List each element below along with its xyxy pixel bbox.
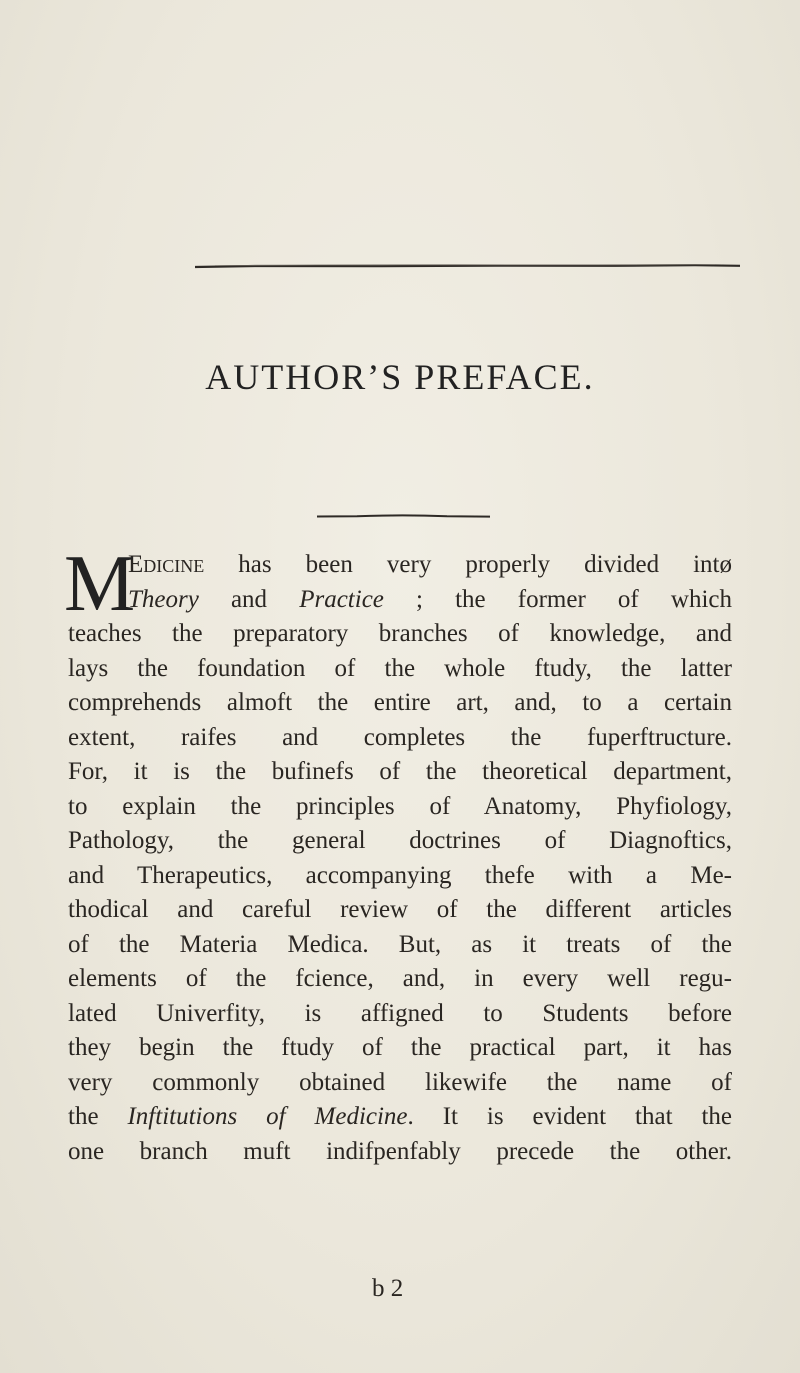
text-line: thodical and careful review of the different articles [68, 896, 732, 923]
text-line: they begin the ftudy of the practical part, it has [68, 1034, 732, 1061]
text-line: to explain the principles of Anatomy, Phyfiology, [68, 792, 732, 820]
text-line: the Inftitutions of Medicine. It is evident that the [68, 1103, 732, 1130]
text-line: of the Materia Medica. But, as it treats of the [68, 930, 732, 958]
italic-term: Practice [299, 585, 384, 613]
signature-mark: b 2 [372, 1275, 404, 1302]
decorative-rule-top [195, 263, 740, 269]
text-line: teaches the preparatory branches of knowledge, and [68, 620, 732, 647]
italic-title: Inftitutions of Medicine [127, 1103, 408, 1130]
italic-term: Theory [128, 585, 199, 613]
text-line: elements of the fcience, and, in every well regu- [68, 965, 732, 992]
page-title: AUTHOR’S PREFACE. [205, 357, 595, 397]
text-line: very commonly obtained likewife the name of [68, 1068, 732, 1096]
dropcap-letter: M [64, 540, 136, 628]
text-line: extent, raifes and completes the fuperftructure. [68, 723, 732, 751]
text-line: Theory and Practice ; the former of which [128, 585, 732, 613]
preface-body [64, 540, 732, 1169]
text-line: lays the foundation of the whole ftudy, the latter [68, 654, 732, 682]
text-line: Edicine has been very properly divided intø [128, 551, 732, 578]
text-line: one branch muft indifpenfably precede the other. [68, 1137, 732, 1165]
decorative-rule-middle [317, 514, 490, 519]
text-line: For, it is the bufinefs of the theoretical department, [68, 758, 732, 785]
text-line: and Therapeutics, accompanying thefe with a Me- [68, 861, 732, 889]
smallcaps-word: Edicine [128, 551, 205, 578]
text-line: comprehends almoft the entire art, and, to a certain [68, 689, 732, 716]
text-line: lated Univerfity, is affigned to Students before [68, 999, 732, 1027]
text-line: Pathology, the general doctrines of Diagnoftics, [68, 827, 732, 854]
